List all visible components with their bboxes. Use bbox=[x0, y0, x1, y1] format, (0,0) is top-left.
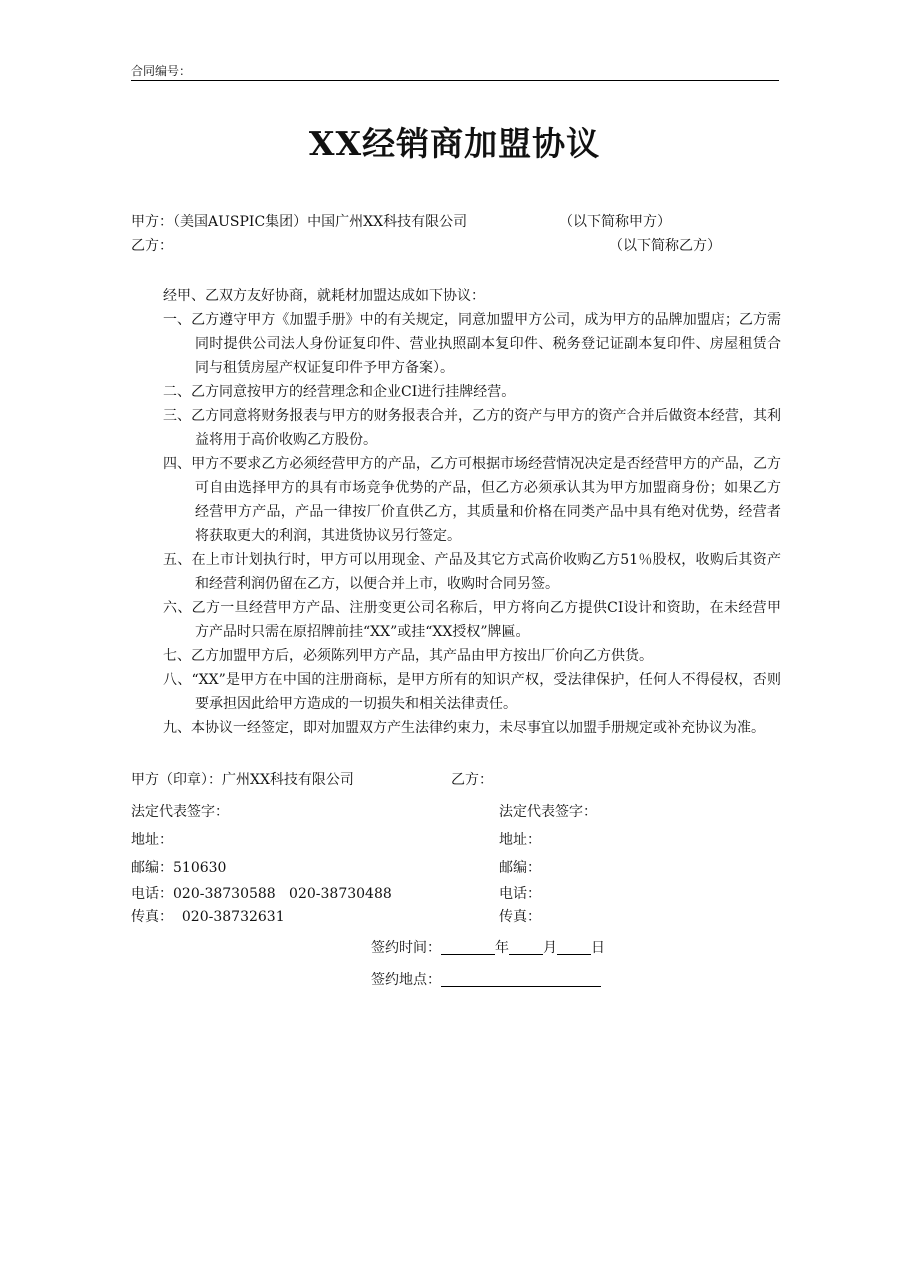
clause-6: 六、乙方一旦经营甲方产品、注册变更公司名称后，甲方将向乙方提供CI设计和资助，在未经营甲方产品时只需在原招牌前挂“XX”或挂“XX授权”牌匾。 bbox=[163, 600, 781, 640]
month-blank[interactable] bbox=[509, 938, 543, 955]
document-title: XX经销商加盟协议 bbox=[308, 124, 601, 163]
contract-number-label: 合同编号： bbox=[131, 64, 192, 78]
party-a-fax: 传真： 020-38732631 bbox=[131, 909, 285, 925]
place-blank[interactable] bbox=[441, 970, 601, 987]
signing-place bbox=[371, 968, 601, 992]
signing-place-label: 签约地点： bbox=[371, 972, 441, 988]
party-a-phone: 电话：020-38730588 020-38730488 bbox=[131, 886, 392, 902]
party-b-representative: 法定代表签字： bbox=[499, 804, 597, 820]
clause-7: 七、乙方加盟甲方后，必须陈列甲方产品，其产品由甲方按出厂价向乙方供货。 bbox=[163, 648, 653, 664]
day-blank[interactable] bbox=[557, 938, 591, 955]
party-a-representative: 法定代表签字： bbox=[131, 804, 229, 820]
contract-number-header bbox=[131, 63, 779, 81]
party-b-address: 地址： bbox=[499, 832, 541, 848]
party-a-seal: 甲方（印章）：广州XX科技有限公司 bbox=[131, 772, 354, 788]
party-b-postcode: 邮编： bbox=[499, 860, 541, 876]
party-b-line: 乙方： bbox=[131, 238, 173, 254]
clause-8: 八、“XX”是甲方在中国的注册商标，是甲方所有的知识产权，受法律保护，任何人不得侵权，否则要承担因此给甲方造成的一切损失和相关法律责任。 bbox=[163, 672, 781, 712]
month-label: 月 bbox=[543, 940, 557, 956]
clause-1: 一、乙方遵守甲方《加盟手册》中的有关规定，同意加盟甲方公司，成为甲方的品牌加盟店；乙方需同时提供公司法人身份证复印件、营业执照副本复印件、税务登记证副本复印件、房屋租赁合同与租赁房屋产权证复印件予甲方备案）。 bbox=[163, 312, 781, 376]
clause-9: 九、本协议一经签定，即对加盟双方产生法律约束力，未尽事宜以加盟手册规定或补充协议为准。 bbox=[163, 720, 765, 736]
party-b-fax: 传真： bbox=[499, 909, 541, 925]
clause-2: 二、乙方同意按甲方的经营理念和企业CI进行挂牌经营。 bbox=[163, 384, 516, 400]
year-blank[interactable] bbox=[441, 938, 495, 955]
clause-4: 四、甲方不要求乙方必须经营甲方的产品，乙方可根据市场经营情况决定是否经营甲方的产品，乙方可自由选择甲方的具有市场竞争优势的产品，但乙方必须承认其为甲方加盟商身份；如果乙方经营甲方产品，产品一律按厂价直供乙方，其质量和价格在同类产品中具有绝对优势，经营者将获取更大的利润，其进货协议另行签定。 bbox=[163, 456, 781, 544]
clause-5: 五、在上市计划执行时，甲方可以用现金、产品及其它方式高价收购乙方51％股权，收购后其资产和经营利润仍留在乙方，以便合并上市，收购时合同另签。 bbox=[163, 552, 781, 592]
signing-date-label: 签约时间： bbox=[371, 940, 441, 956]
signing-date bbox=[371, 936, 605, 960]
party-a-line: 甲方：（美国AUSPIC集团）中国广州XX科技有限公司 bbox=[131, 214, 468, 230]
party-b-phone: 电话： bbox=[499, 886, 541, 902]
intro-paragraph: 经甲、乙双方友好协商，就耗材加盟达成如下协议： bbox=[163, 288, 485, 304]
day-label: 日 bbox=[591, 940, 605, 956]
year-label: 年 bbox=[495, 940, 509, 956]
party-b-abbr: （以下简称乙方） bbox=[609, 238, 721, 254]
party-a-abbr: （以下简称甲方） bbox=[559, 214, 671, 230]
party-b-seal: 乙方： bbox=[451, 772, 493, 788]
party-a-address: 地址： bbox=[131, 832, 173, 848]
party-a-postcode: 邮编：510630 bbox=[131, 860, 227, 876]
clause-3: 三、乙方同意将财务报表与甲方的财务报表合并，乙方的资产与甲方的资产合并后做资本经营，其利益将用于高价收购乙方股份。 bbox=[163, 408, 781, 448]
